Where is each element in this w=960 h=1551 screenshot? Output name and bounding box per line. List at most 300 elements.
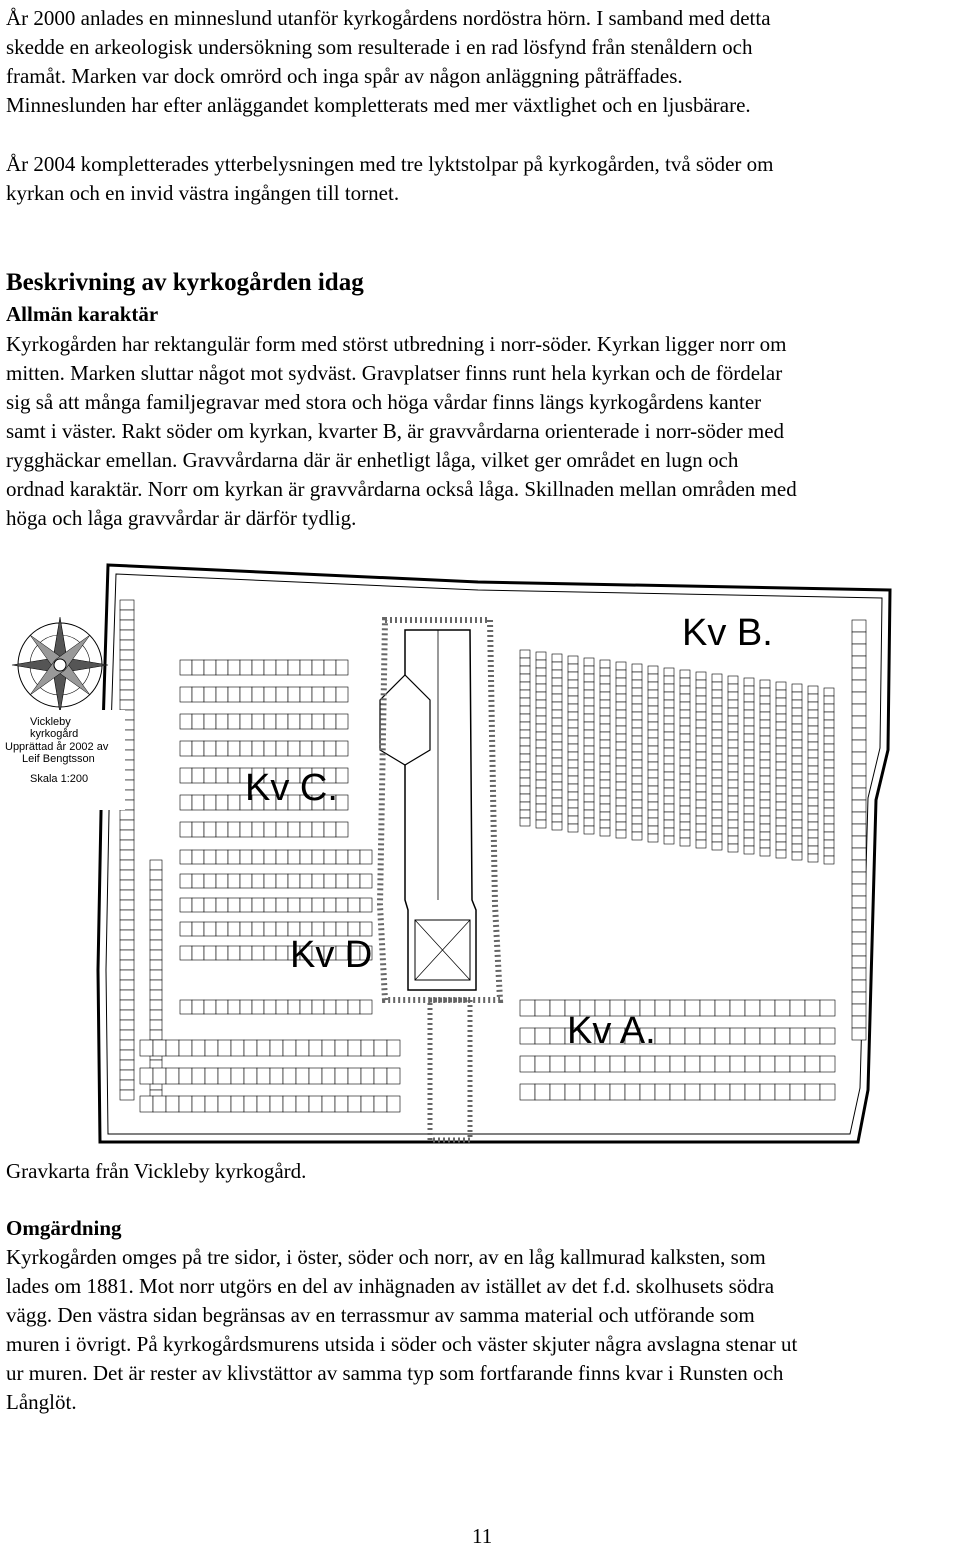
grave-plot xyxy=(552,814,562,822)
grave-plot xyxy=(744,838,754,846)
grave-plot xyxy=(336,850,348,864)
grave-plot xyxy=(550,1056,565,1072)
grave-plot xyxy=(776,818,786,826)
grave-plot xyxy=(792,740,802,748)
grave-plot xyxy=(680,750,690,758)
grave-plot xyxy=(231,1096,244,1112)
grave-plot xyxy=(824,688,834,696)
grave-plot xyxy=(244,1040,257,1056)
grave-plot xyxy=(228,850,240,864)
grave-plot xyxy=(300,874,312,888)
grave-plot xyxy=(120,700,134,710)
grave-plot xyxy=(565,1056,580,1072)
grave-plot xyxy=(664,684,674,692)
grave-plot xyxy=(520,738,530,746)
grave-plot xyxy=(728,764,738,772)
grave-plot xyxy=(120,600,134,610)
grave-plot xyxy=(616,758,626,766)
grave-plot xyxy=(776,690,786,698)
grave-plot xyxy=(808,718,818,726)
grave-plot xyxy=(216,687,228,702)
grave-plot xyxy=(625,1056,640,1072)
grave-plot xyxy=(808,726,818,734)
grave-plot xyxy=(760,1056,775,1072)
grave-plot xyxy=(595,1084,610,1100)
grave-plot xyxy=(216,850,228,864)
grave-plot xyxy=(336,822,348,837)
grave-plot xyxy=(728,828,738,836)
grave-plot xyxy=(648,690,658,698)
grave-plot xyxy=(696,672,706,680)
grave-plot xyxy=(616,702,626,710)
grave-plot xyxy=(552,654,562,662)
text-line: ordnad karaktär. Norr om kyrkan är gravvårdarna också låga. Skillnaden mellan områden med xyxy=(6,477,797,501)
grave-plot xyxy=(120,890,134,900)
grave-plot xyxy=(520,1000,535,1016)
grave-plot xyxy=(536,820,546,828)
grave-plot xyxy=(712,714,722,722)
grave-plot xyxy=(712,722,722,730)
grave-plot xyxy=(336,741,348,756)
grave-plot xyxy=(180,795,192,810)
grave-plot xyxy=(150,970,162,980)
grave-plot xyxy=(361,1040,374,1056)
grave-plot xyxy=(150,910,162,920)
grave-plot xyxy=(852,968,866,980)
grave-plot xyxy=(520,690,530,698)
grave-plot xyxy=(664,828,674,836)
grave-plot xyxy=(600,828,610,836)
grave-plot xyxy=(228,946,240,960)
grave-plot xyxy=(852,812,866,824)
grave-plot xyxy=(552,790,562,798)
grave-plot xyxy=(760,832,770,840)
grave-plot xyxy=(776,810,786,818)
grave-plot xyxy=(204,714,216,729)
grave-plot xyxy=(192,850,204,864)
grave-plot xyxy=(180,946,192,960)
grave-plot xyxy=(792,756,802,764)
grave-plot xyxy=(252,687,264,702)
section-heading: Beskrivning av kyrkogården idag xyxy=(6,269,364,296)
grave-plot xyxy=(288,874,300,888)
grave-plot xyxy=(790,1056,805,1072)
grave-plot xyxy=(632,712,642,720)
church-outline xyxy=(380,620,500,1140)
grave-plot xyxy=(240,687,252,702)
grave-plot xyxy=(192,741,204,756)
grave-plot xyxy=(696,704,706,712)
grave-plot xyxy=(584,754,594,762)
grave-plot xyxy=(792,684,802,692)
grave-plot xyxy=(205,1068,218,1084)
grave-plot xyxy=(600,668,610,676)
grave-plot xyxy=(640,1084,655,1100)
grave-plot xyxy=(808,766,818,774)
grave-plot xyxy=(616,662,626,670)
grave-plot xyxy=(600,740,610,748)
grave-plot xyxy=(276,850,288,864)
grave-plot xyxy=(745,1056,760,1072)
grave-plot xyxy=(335,1068,348,1084)
grave-plot xyxy=(252,874,264,888)
grave-plot xyxy=(120,1080,134,1090)
grave-plot xyxy=(179,1068,192,1084)
grave-plot xyxy=(600,772,610,780)
grave-plot xyxy=(120,1030,134,1040)
grave-plot xyxy=(670,1084,685,1100)
grave-plot xyxy=(852,992,866,1004)
text-line: muren i övrigt. På kyrkogårdsmurens utsida i söder och väster skjuter några avslagna stenar ut xyxy=(6,1332,798,1356)
grave-plot xyxy=(120,830,134,840)
grave-plot xyxy=(324,850,336,864)
grave-plot xyxy=(808,790,818,798)
grave-plot xyxy=(536,780,546,788)
grave-plot xyxy=(616,830,626,838)
grave-plot xyxy=(616,718,626,726)
grave-plot xyxy=(264,874,276,888)
grave-plot xyxy=(228,874,240,888)
grave-plot xyxy=(715,1056,730,1072)
grave-plot xyxy=(568,784,578,792)
legend-line: Upprättad år 2002 av xyxy=(5,741,109,753)
grave-plot xyxy=(744,758,754,766)
grave-plot xyxy=(664,772,674,780)
grave-plot xyxy=(616,782,626,790)
grave-plot xyxy=(205,1040,218,1056)
grave-plot xyxy=(760,744,770,752)
grave-plot xyxy=(150,940,162,950)
grave-plot xyxy=(600,676,610,684)
grave-plot xyxy=(616,742,626,750)
grave-plot xyxy=(760,840,770,848)
grave-plot xyxy=(568,672,578,680)
grave-plot xyxy=(536,668,546,676)
grave-plot xyxy=(520,802,530,810)
grave-plot xyxy=(852,1004,866,1016)
grave-plot xyxy=(680,758,690,766)
grave-plot xyxy=(852,764,866,776)
grave-plot xyxy=(712,746,722,754)
grave-plot xyxy=(712,674,722,682)
grave-plot xyxy=(150,870,162,880)
grave-plot xyxy=(204,687,216,702)
grave-plot xyxy=(824,816,834,824)
grave-plot xyxy=(180,687,192,702)
grave-plot xyxy=(552,694,562,702)
grave-plot xyxy=(648,682,658,690)
grave-plot xyxy=(680,670,690,678)
grave-plot xyxy=(552,678,562,686)
grave-plot xyxy=(760,752,770,760)
grave-plot xyxy=(600,820,610,828)
grave-plot xyxy=(852,932,866,944)
grave-plot xyxy=(584,802,594,810)
grave-plot xyxy=(283,1040,296,1056)
grave-plot xyxy=(616,686,626,694)
grave-plot xyxy=(192,1096,205,1112)
grave-plot xyxy=(805,1000,820,1016)
grave-plot xyxy=(808,782,818,790)
grave-plot xyxy=(288,850,300,864)
grave-plot xyxy=(820,1000,835,1016)
grave-plot xyxy=(252,922,264,936)
grave-plot xyxy=(655,1084,670,1100)
grave-plot xyxy=(670,1028,685,1044)
grave-plot xyxy=(852,776,866,788)
grave-plot xyxy=(536,772,546,780)
grave-plot xyxy=(270,1040,283,1056)
grave-plot xyxy=(648,786,658,794)
grave-plot xyxy=(568,704,578,712)
grave-plot xyxy=(180,874,192,888)
grave-plot xyxy=(240,850,252,864)
grave-plot xyxy=(568,816,578,824)
grave-plot xyxy=(648,818,658,826)
grave-plot xyxy=(216,874,228,888)
grave-plot xyxy=(324,687,336,702)
grave-plot xyxy=(568,656,578,664)
grave-plot xyxy=(696,680,706,688)
grave-plot xyxy=(680,702,690,710)
grave-plot xyxy=(584,666,594,674)
grave-plot xyxy=(348,874,360,888)
grave-plot xyxy=(745,1000,760,1016)
grave-plot xyxy=(120,670,134,680)
grave-plot xyxy=(218,1040,231,1056)
grave-plot xyxy=(228,795,240,810)
grave-plot xyxy=(150,950,162,960)
grave-plot xyxy=(240,874,252,888)
grave-plot xyxy=(568,736,578,744)
grave-plot xyxy=(348,1000,360,1014)
text-line: År 2004 kompletterades ytterbelysningen med tre lyktstolpar på kyrkogården, två söder om xyxy=(6,152,774,176)
grave-plot xyxy=(360,898,372,912)
grave-plot xyxy=(776,682,786,690)
grave-plot xyxy=(216,822,228,837)
grave-plot xyxy=(852,632,866,644)
grave-plot xyxy=(792,700,802,708)
grave-plot xyxy=(696,696,706,704)
grave-plot xyxy=(824,832,834,840)
grave-plot xyxy=(296,1096,309,1112)
grave-plot xyxy=(584,674,594,682)
grave-plot xyxy=(712,826,722,834)
grave-plot xyxy=(852,1016,866,1028)
grave-plot xyxy=(580,1084,595,1100)
grave-plot xyxy=(584,738,594,746)
grave-plot xyxy=(192,822,204,837)
grave-plot xyxy=(680,830,690,838)
grave-plot xyxy=(276,898,288,912)
grave-plot xyxy=(312,687,324,702)
grave-plot xyxy=(808,694,818,702)
grave-plot xyxy=(712,802,722,810)
grave-plot xyxy=(536,804,546,812)
grave-plot xyxy=(744,774,754,782)
grave-plot xyxy=(192,687,204,702)
grave-plot xyxy=(852,860,866,872)
grave-plot xyxy=(520,658,530,666)
text-line: År 2000 anlades en minneslund utanför kyrkogårdens nordöstra hörn. I samband med detta xyxy=(6,6,771,30)
grave-plot xyxy=(760,704,770,712)
grave-plot xyxy=(852,656,866,668)
grave-plot xyxy=(792,716,802,724)
grave-plot xyxy=(824,736,834,744)
grave-plot xyxy=(776,834,786,842)
grave-plot xyxy=(744,790,754,798)
grave-plot xyxy=(324,660,336,675)
grave-plot xyxy=(296,1040,309,1056)
grave-plot xyxy=(180,660,192,675)
grave-plot xyxy=(536,732,546,740)
grave-plot xyxy=(120,1020,134,1030)
grave-plot xyxy=(552,702,562,710)
grave-plot xyxy=(745,1028,760,1044)
grave-plot xyxy=(520,1028,535,1044)
grave-plot xyxy=(520,778,530,786)
grave-plot xyxy=(792,812,802,820)
map-legend xyxy=(5,710,125,810)
grave-plot xyxy=(664,780,674,788)
grave-plot xyxy=(536,740,546,748)
grave-plot xyxy=(712,754,722,762)
grave-plot xyxy=(664,748,674,756)
grave-plot xyxy=(808,774,818,782)
grave-plot xyxy=(520,746,530,754)
grave-plot xyxy=(120,650,134,660)
grave-plot xyxy=(360,1000,372,1014)
grave-plot xyxy=(616,750,626,758)
grave-plot xyxy=(632,800,642,808)
grave-plot xyxy=(728,788,738,796)
grave-plot xyxy=(760,800,770,808)
grave-plot xyxy=(204,660,216,675)
grave-plot xyxy=(150,930,162,940)
grave-plot xyxy=(312,741,324,756)
grave-plot xyxy=(150,1010,162,1020)
grave-plot xyxy=(790,1084,805,1100)
grave-plot xyxy=(760,784,770,792)
grave-plot xyxy=(595,1056,610,1072)
grave-plot xyxy=(820,1056,835,1072)
text-line: sig så att många familjegravar med stora och höga vårdar finns längs kyrkogårdens kanter xyxy=(6,390,762,414)
grave-plot xyxy=(696,720,706,728)
grave-plot xyxy=(648,714,658,722)
grave-plot xyxy=(648,666,658,674)
grave-plot xyxy=(166,1096,179,1112)
grave-plot xyxy=(276,687,288,702)
grave-plot xyxy=(166,1068,179,1084)
intro-paragraph xyxy=(6,4,956,120)
grave-plot xyxy=(648,706,658,714)
grave-plot xyxy=(728,756,738,764)
grave-plot xyxy=(728,844,738,852)
grave-plot xyxy=(288,660,300,675)
grave-plot xyxy=(655,1028,670,1044)
grave-plot xyxy=(568,776,578,784)
grave-plot xyxy=(824,752,834,760)
grave-plot xyxy=(204,822,216,837)
grave-plot xyxy=(536,748,546,756)
grave-plot xyxy=(120,910,134,920)
grave-plot xyxy=(552,798,562,806)
grave-plot xyxy=(792,828,802,836)
grave-plot xyxy=(728,676,738,684)
grave-plot xyxy=(616,766,626,774)
grave-plot xyxy=(584,818,594,826)
grave-plot xyxy=(632,768,642,776)
grave-plot xyxy=(648,722,658,730)
grave-plot xyxy=(192,1000,204,1014)
grave-plot xyxy=(700,1028,715,1044)
grave-plot xyxy=(228,822,240,837)
grave-plot xyxy=(252,850,264,864)
grave-plot xyxy=(180,850,192,864)
grave-plot xyxy=(264,922,276,936)
grave-plot xyxy=(776,698,786,706)
grave-plot xyxy=(180,714,192,729)
grave-plot xyxy=(216,741,228,756)
text-line: rygghäckar emellan. Gravvårdarna där är enhetligt låga, vilket ger området en lugn och xyxy=(6,448,739,472)
grave-plot xyxy=(728,820,738,828)
grave-plot xyxy=(712,778,722,786)
grave-plot xyxy=(820,1028,835,1044)
grave-plot xyxy=(776,850,786,858)
grave-plot xyxy=(120,840,134,850)
grave-plot xyxy=(288,714,300,729)
grave-plot xyxy=(625,1084,640,1100)
grave-plot xyxy=(728,836,738,844)
grave-plot xyxy=(696,832,706,840)
grave-plot xyxy=(696,752,706,760)
grave-plot xyxy=(536,652,546,660)
grave-plot xyxy=(120,660,134,670)
grave-plot xyxy=(300,898,312,912)
grave-plot xyxy=(792,732,802,740)
grave-plot xyxy=(712,698,722,706)
grave-plot xyxy=(664,700,674,708)
grave-plot xyxy=(712,810,722,818)
grave-plot xyxy=(632,816,642,824)
grave-plot xyxy=(824,808,834,816)
grave-plot xyxy=(760,728,770,736)
grave-plot xyxy=(664,724,674,732)
grave-plot xyxy=(680,790,690,798)
grave-plot xyxy=(730,1000,745,1016)
grave-plot xyxy=(776,762,786,770)
grave-plot xyxy=(276,741,288,756)
grave-plot xyxy=(776,722,786,730)
grave-plot xyxy=(775,1056,790,1072)
grave-plot xyxy=(728,812,738,820)
grave-plot xyxy=(536,812,546,820)
grave-plot xyxy=(179,1040,192,1056)
grave-plot xyxy=(712,762,722,770)
grave-plot xyxy=(792,788,802,796)
grave-plot xyxy=(824,768,834,776)
grave-plot xyxy=(584,794,594,802)
grave-plot xyxy=(728,740,738,748)
grave-plot xyxy=(632,688,642,696)
grave-plot xyxy=(852,908,866,920)
cemetery-grave-map xyxy=(0,560,960,1150)
grave-plot xyxy=(552,822,562,830)
grave-plot xyxy=(744,806,754,814)
grave-plot xyxy=(584,810,594,818)
grave-plot xyxy=(712,834,722,842)
grave-plot xyxy=(852,956,866,968)
